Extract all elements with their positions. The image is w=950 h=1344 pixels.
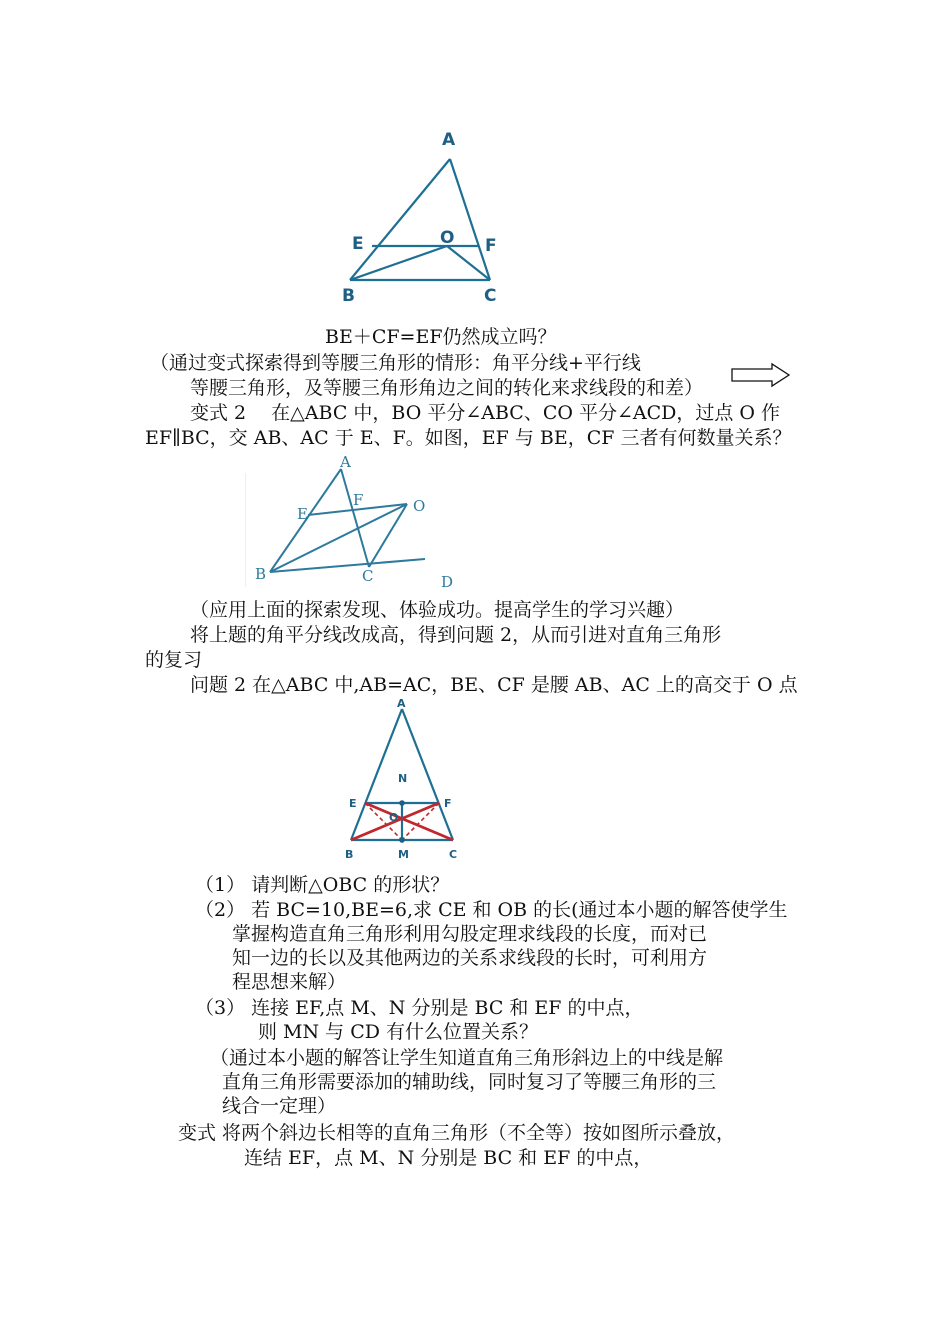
text-line-1: BE＋CF=EF仍然成立吗？ xyxy=(325,326,557,348)
text-line-3: 等腰三角形，及等腰三角形角边之间的转化来求线段的和差） xyxy=(190,377,704,399)
question-3-line-2: 则 MN 与 CD 有什么位置关系？ xyxy=(258,1021,539,1043)
question-2-line-3: 知一边的长以及其他两边的关系求线段的长时，可利用方 xyxy=(232,947,708,969)
text-line-9: 问题 2 在△ABC 中,AB=AC，BE、CF 是腰 AB、AC 上的高交于 O 点 xyxy=(190,674,798,696)
question-1: （1） 请判断△OBC 的形状？ xyxy=(195,874,450,896)
label-b: B xyxy=(342,286,355,306)
arrow-icon xyxy=(730,362,792,388)
note-line-3: 线合一定理） xyxy=(222,1095,337,1117)
label-m: M xyxy=(398,848,409,861)
variation-line-2: 连结 EF，点 M、N 分别是 BC 和 EF 的中点， xyxy=(244,1147,653,1169)
label-n: N xyxy=(398,772,408,785)
label-a: A xyxy=(442,130,456,150)
label-b: B xyxy=(345,848,354,861)
question-2-line-4: 程思想来解） xyxy=(232,971,347,993)
figure-triangle-2 xyxy=(245,455,465,595)
note-line-1: （通过本小题的解答让学生知道直角三角形斜边上的中线是解 xyxy=(210,1047,724,1069)
label-c: C xyxy=(449,848,458,861)
text-line-5: EF∥BC，交 AB、AC 于 E、F。如图，EF 与 BE，CF 三者有何数量关系？ xyxy=(145,427,792,449)
label-a: A xyxy=(340,455,351,471)
label-e: E xyxy=(297,505,308,523)
label-c: C xyxy=(484,286,497,306)
label-e: E xyxy=(352,234,364,254)
text-line-4: 变式 2 在△ABC 中，BO 平分∠ABC、CO 平分∠ACD，过点 O 作 xyxy=(190,402,781,424)
label-a: A xyxy=(397,697,406,710)
question-2-line-1: （2） 若 BC=10,BE=6,求 CE 和 OB 的长(通过本小题的解答使学生 xyxy=(195,899,788,921)
figure-triangle-1 xyxy=(330,125,510,310)
label-f: F xyxy=(485,236,497,256)
label-o: O xyxy=(389,811,399,824)
label-o: O xyxy=(440,228,455,248)
label-o: O xyxy=(413,497,426,515)
figure-triangle-3 xyxy=(335,695,470,865)
label-d: D xyxy=(441,573,454,591)
label-f: F xyxy=(353,491,364,509)
label-f: F xyxy=(444,797,452,810)
variation-line-1: 变式 将两个斜边长相等的直角三角形（不全等）按如图所示叠放， xyxy=(178,1122,736,1144)
label-e: E xyxy=(349,797,357,810)
text-line-2: （通过变式探索得到等腰三角形的情形：角平分线+平行线 xyxy=(150,352,641,374)
text-line-8: 的复习 xyxy=(145,649,203,671)
text-line-6: （应用上面的探索发现、体验成功。提高学生的学习兴趣） xyxy=(190,599,685,621)
label-c: C xyxy=(362,567,374,585)
note-line-2: 直角三角形需要添加的辅助线，同时复习了等腰三角形的三 xyxy=(222,1071,717,1093)
label-b: B xyxy=(255,565,267,583)
question-3-line-1: （3） 连接 EF,点 M、N 分别是 BC 和 EF 的中点， xyxy=(195,997,644,1019)
question-2-line-2: 掌握构造直角三角形利用勾股定理求线段的长度，而对已 xyxy=(232,923,708,945)
text-line-7: 将上题的角平分线改成高，得到问题 2，从而引进对直角三角形 xyxy=(190,624,722,646)
